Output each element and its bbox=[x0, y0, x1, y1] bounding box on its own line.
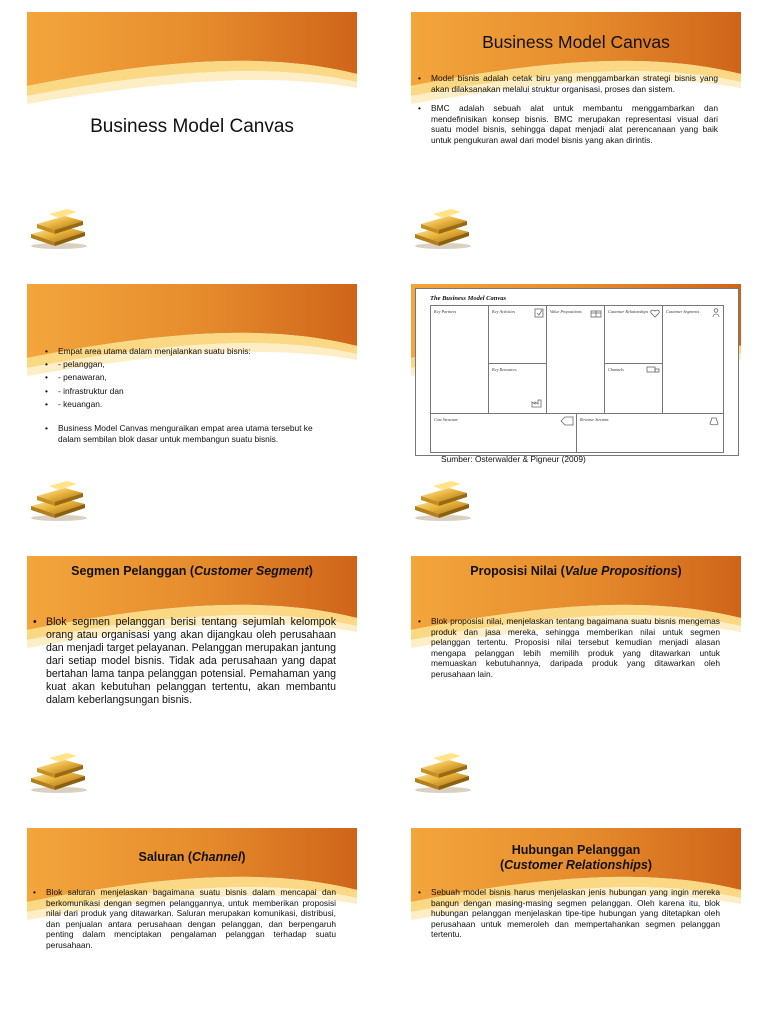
heading-text: Segmen Pelanggan ( bbox=[71, 564, 195, 578]
block-label: Customer Relationships bbox=[608, 309, 649, 314]
block-revenue-streams bbox=[576, 413, 724, 453]
block-label: Cost Structure bbox=[434, 417, 459, 422]
factory-icon bbox=[531, 398, 543, 408]
checklist-icon bbox=[534, 308, 544, 318]
bullet-item: • - infrastruktur dan bbox=[42, 385, 332, 398]
block-label: Key Resources bbox=[492, 367, 517, 372]
bullet-item: • - keuangan. bbox=[42, 398, 332, 411]
heading-italic: Customer Segment bbox=[194, 564, 309, 578]
bullet-item: • Business Model Canvas menguraikan empat area utama tersebut ke dalam sembilan blok dasar untuk membangun suatu bisnis. bbox=[42, 423, 332, 444]
bullet-item: • - penawaran, bbox=[42, 371, 332, 384]
gold-bars-icon bbox=[27, 206, 91, 250]
block-label: Channels bbox=[608, 367, 624, 372]
bullet-item: • Blok saluran menjelaskan bagaimana suatu bisnis dalam mencapai dan berkomunikasi dengan segmen pelanggannya, untuk memberikan proposisi nilai dari produk yang ditawarkan. Saluran merupakan komunikasi, distribusi, dan penjualan antara perusahaan dengan pelanggan, dan berpengaruh penting dalam menciptakan pengalaman pelanggan terhadap suatu perusahaan. bbox=[30, 887, 336, 951]
truck-icon bbox=[646, 366, 660, 374]
heading-text: Saluran ( bbox=[138, 850, 192, 864]
money-bag-icon bbox=[708, 416, 720, 426]
bullet-item: • Sebuah model bisnis harus menjelaskan jenis hubungan yang ingin mereka bangun dengan masing-masing segmen pelanggan. Oleh karena itu, blok hubungan pelanggan menjelaskan tipe-tipe hubungan yang ditetapkan oleh perusahaan untuk memeroleh dan mempertahankan segmen pelanggan tertentu. bbox=[415, 887, 720, 940]
slide-heading bbox=[481, 843, 671, 873]
slide-title-text: Business Model Canvas bbox=[90, 116, 294, 137]
block-key-partners bbox=[430, 305, 490, 415]
bullet-list bbox=[42, 345, 332, 444]
slide-customer-segment bbox=[27, 556, 357, 800]
bullet-item: • BMC adalah sebuah alat untuk membantu menggambarkan dan mendefinisikan konsep bisnis. BMC merupakan representasi visual dari suatu model bisnis, sehingga dapat menjadi alat perencanaan yang baik untuk pengukuran awal dari model bisnis yang akan dirintis. bbox=[415, 103, 718, 145]
bullet-item: • Empat area utama dalam menjalankan suatu bisnis: bbox=[42, 345, 332, 358]
block-label: Key Activities bbox=[492, 309, 516, 314]
price-tag-icon bbox=[560, 416, 574, 426]
slide-channel bbox=[27, 828, 357, 1024]
canvas-title: The Business Model Canvas bbox=[430, 295, 507, 302]
slide-bmc-diagram bbox=[411, 284, 741, 528]
gold-bars-icon bbox=[411, 478, 475, 522]
business-model-canvas bbox=[415, 288, 739, 456]
gold-bars-icon bbox=[411, 750, 475, 794]
heart-icon bbox=[650, 308, 660, 318]
slide-title bbox=[27, 12, 357, 256]
bullet-list bbox=[415, 616, 720, 680]
slide-heading: Business Model Canvas bbox=[482, 32, 670, 52]
slide-heading bbox=[411, 564, 741, 579]
heading-text: Hubungan Pelanggan ( bbox=[499, 843, 641, 872]
block-value-propositions bbox=[546, 305, 606, 415]
slide-heading bbox=[27, 850, 357, 865]
slide-four-areas bbox=[27, 284, 357, 528]
bullet-list bbox=[30, 887, 336, 951]
slide-value-propositions bbox=[411, 556, 741, 800]
bullet-item: • Model bisnis adalah cetak biru yang menggambarkan strategi bisnis yang akan dilaksanakan melalui struktur organisasi, proses dan sistem. bbox=[415, 73, 718, 94]
heading-end: ) bbox=[308, 564, 313, 578]
bullet-item: • Blok proposisi nilai, menjelaskan tentang bagaimana suatu bisnis mengemas produk dan jasa mereka, sehingga memberikan nilai untuk segmen pelanggan tertentu. Proposisi nilai tersebut kemudian menjadi alasan mengapa pelanggan lebih memilih produk yang ditawarkan untuk memuaskan kebutuhannya, daripada produk yang ditawarkan oleh perusahaan lain. bbox=[415, 616, 720, 680]
block-key-activities bbox=[488, 305, 548, 365]
bullet-list bbox=[415, 887, 720, 940]
block-label: Value Propositions bbox=[550, 309, 582, 314]
heading-end: ) bbox=[647, 858, 653, 872]
gold-bars-icon bbox=[27, 750, 91, 794]
heading-end: ) bbox=[241, 850, 246, 864]
bullet-item: • Blok segmen pelanggan berisi tentang sejumlah kelompok orang atau organisasi yang akan dijangkau oleh perusahaan dan menjadi target pelayanan. Pelanggan merupakan jantung dari setiap model bisnis. Tidak ada perusahaan yang dapat bertahan lama tanpa pelanggan potensial. Pemahaman yang kuat akan kebutuhan pelanggan tertentu, akan membantu dalam keberlangsungan bisnis. bbox=[30, 616, 336, 707]
gold-bars-icon bbox=[411, 206, 475, 250]
slide-bmc-intro bbox=[411, 12, 741, 256]
gold-bars-icon bbox=[27, 478, 91, 522]
heading-text: Proposisi Nilai ( bbox=[470, 564, 565, 578]
block-key-resources bbox=[488, 363, 548, 415]
source-caption: Sumber: Osterwalder & Pigneur (2009) bbox=[441, 454, 586, 464]
gift-icon bbox=[590, 308, 602, 318]
person-icon bbox=[712, 308, 720, 318]
orange-banner bbox=[27, 12, 357, 104]
bullet-list bbox=[30, 616, 336, 707]
heading-italic: Value Propositions bbox=[564, 564, 678, 578]
bullet-list bbox=[415, 73, 718, 146]
block-label: Revenue Streams bbox=[580, 417, 609, 422]
bullet-item: • - pelanggan, bbox=[42, 358, 332, 371]
heading-italic: Channel bbox=[192, 850, 242, 864]
block-customer-relationships bbox=[604, 305, 664, 365]
block-customer-segments bbox=[662, 305, 724, 415]
slide-heading bbox=[27, 564, 357, 579]
heading-italic: Customer Relationships bbox=[504, 858, 648, 872]
block-label: Customer Segments bbox=[666, 309, 700, 314]
slide-customer-relationships bbox=[411, 828, 741, 1024]
block-label: Key Partners bbox=[434, 309, 457, 314]
block-channels bbox=[604, 363, 664, 415]
block-cost-structure bbox=[430, 413, 578, 453]
heading-end: ) bbox=[677, 564, 682, 578]
